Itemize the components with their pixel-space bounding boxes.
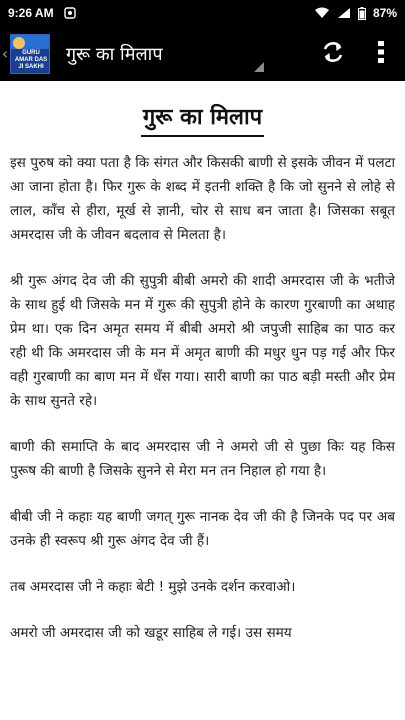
app-title: गुरू का मिलाप — [66, 43, 163, 65]
notification-icon — [64, 7, 76, 19]
article-paragraph: अमरो जी अमरदास जी को खडूर साहिब ले गई। उस समय — [10, 625, 292, 641]
status-time: 9:26 AM — [8, 6, 54, 20]
back-chevron-icon[interactable]: ‹ — [1, 44, 9, 63]
logo-text: GURU AMAR DAS JI SAKHI — [14, 49, 48, 70]
app-logo[interactable] — [10, 34, 50, 74]
article-title-text: गुरू का मिलाप — [141, 103, 264, 137]
article-paragraph: श्री गुरू अंगद देव जी की सुपुत्री बीबी अमरो की शादी अमरदास जी के भतीजे के साथ हुई थी जिसके मन में गुरू की सुपुत्री होने के कारण गुरबाणी का अथाह प्रेम था। एक दिन अमृत समय में बीबी अमरो श्री जपुजी साहिब का पाठ कर रही थी कि अमरदास जी के मन में अमृत बाणी की मधुर धुन पड़ गई और फिर वही गुरबाणी का बाण मन में धँस गया। सारी बाणी का पाठ बड़ी मस्ती और प्रेम के साथ सुनते रहे। — [10, 273, 395, 409]
article-paragraph: बाणी की समाप्ति के बाद अमरदास जी ने अमरो जी से पुछा किः यह किस पुरूष की बाणी है जिसके सुनने से मेरा मन तन निहाल हो गया है। — [10, 439, 395, 479]
app-bar — [0, 26, 405, 81]
article-paragraph: बीबी जी ने कहाः यह बाणी जगत् गुरू नानक देव जी की है जिनके पद पर अब उनके ही स्वरूप श्री गुरू अंगद देव जी हैं। — [10, 509, 395, 549]
status-bar — [0, 0, 405, 26]
article-title — [10, 103, 395, 137]
article-paragraph: तब अमरदास जी ने कहाः बेटी ! मुझे उनके दर्शन करवाओ। — [10, 579, 296, 595]
battery-icon — [358, 7, 366, 20]
logo-figure-icon — [13, 37, 25, 49]
spinner-corner-icon — [254, 62, 264, 72]
overflow-menu-button[interactable] — [357, 26, 405, 81]
refresh-button[interactable] — [309, 26, 357, 81]
refresh-icon — [320, 39, 346, 69]
signal-icon — [337, 7, 351, 19]
overflow-menu-icon — [378, 41, 384, 67]
wifi-icon — [314, 7, 330, 19]
article-paragraph: इस पुरुष को क्या पता है कि संगत और किसकी बाणी से इसके जीवन में पलटा आ जाना होता है। फिर गुरू के शब्द में इतनी शक्ति है कि जो सुनने से लोहे से लाल, काँच से हीरा, मूर्ख से ज्ञानी, चोर से साध बन जाता है। जिसका सबूत अमरदास जी के जीवन बदलाव से मिलता है। — [10, 155, 395, 243]
article-content — [0, 81, 405, 720]
battery-percent: 87% — [372, 6, 397, 20]
